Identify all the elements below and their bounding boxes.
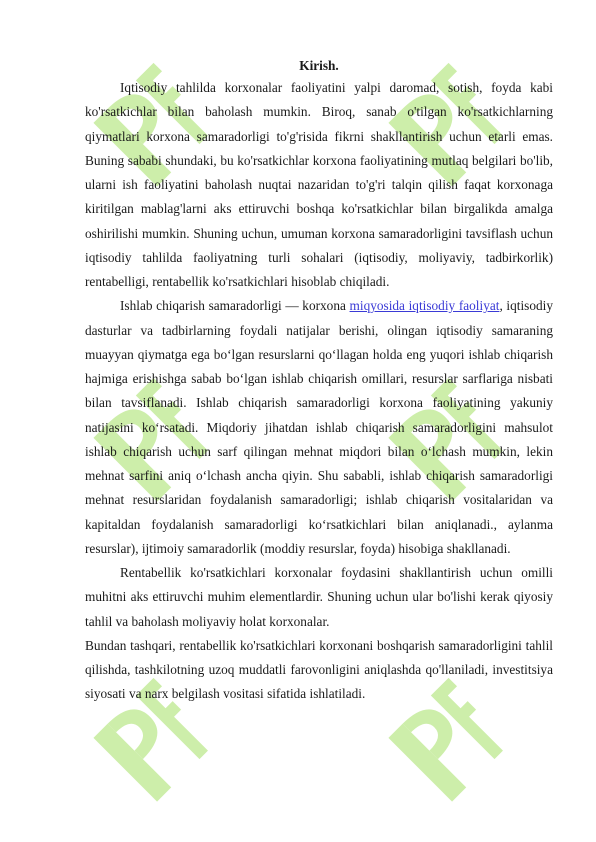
paragraph-4: Bundan tashqari, rentabellik ko'rsatkichlari korxonani boshqarish samaradorligini tahlil qilishda, tashkilotning uzoq muddatli farovonligini aniqlashda qo'llaniladi, investitsiya siyosati va narx belgilash vositasi sifatida ishlatiladi. [85, 637, 553, 702]
document-title: Kirish. [299, 58, 339, 73]
paragraph-1: Iqtisodiy tahlilda korxonalar faoliyatini yalpi daromad, sotish, foyda kabi ko'rsatkichlar bilan baholash mumkin. Biroq, sanab o'tilgan ko'rsatkichlarning qiymatlari korxona samaradorligi to'g'risida fikrni shakllantirish uchun etarli emas. Buning sababi shundaki, bu ko'rsatkichlar korxona faoliyatining mutlaq belgilari bo'lib, ularni ish faoliyatini baholash nuqtai nazaridan to'g'ri talqin qilish faqat korxonaga kiritilgan mablag'larni aks ettiruvchi boshqa ko'rsatkichlar bilan birgalikda amalga oshirilishi mumkin. Shuning uchun, umuman korxona samaradorligini tavsiflash uchun iqtisodiy tahlilda faoliyatning turli sohalari (iqtisodiy, moliyaviy, tadbirkorlik) rentabelligi, rentabellik ko'rsatkichlari hisoblab chiqiladi. [85, 80, 553, 289]
paragraph-2-text-start: Ishlab chiqarish samaradorligi — korxona [120, 298, 350, 314]
paragraph-3: Rentabellik ko'rsatkichlari korxonalar foydasini shakllantirish uchun omilli muhitni aks ettiruvchi muhim elementlardir. Shuning uchun ular bo'lishi kerak qiyosiy tahlil va baholash moliyaviy holat korxonalar. [85, 565, 553, 629]
paragraph-2 [85, 294, 553, 561]
document-body [85, 56, 553, 707]
paragraph-2-text-end: , iqtisodiy dasturlar va tadbirlarning foydali natijalar berishi, olingan iqtisodiy samaraning muayyan qiymatga ega bo‘lgan resurslarni qo‘llagan holda eng yuqori ishlab chiqarish hajmiga erishishga sabab bo‘lgan ishlab chiqarish omillari, resurslar sarflariga nisbati bilan tavsiflanadi. Ishlab chiqarish samaradorligi korxona faoliyatining yakuniy natijasini ko‘rsatadi. Miqdoriy jihatdan ishlab chiqarish samaradorligini mahsulot ishlab chiqarish uchun sarf qilingan mehnat miqdori bilan o‘lchash mumkin, lekin mehnat sarfini aniq o‘lchash ancha qiyin. Shu sababli, ishlab chiqarish samaradorligi mehnat resurslaridan foydalanish samaradorligi; ishlab chiqarish vositalaridan va kapitaldan foydalanish samaradorligi ko‘rsatkichlari bilan aniqlanadi., aylanma resurslar), ijtimoiy samaradorlik (moddiy resurslar, foyda) hisobiga shakllanadi. [85, 298, 553, 556]
economic-activity-link[interactable]: miqyosida iqtisodiy faoliyat [349, 298, 500, 314]
